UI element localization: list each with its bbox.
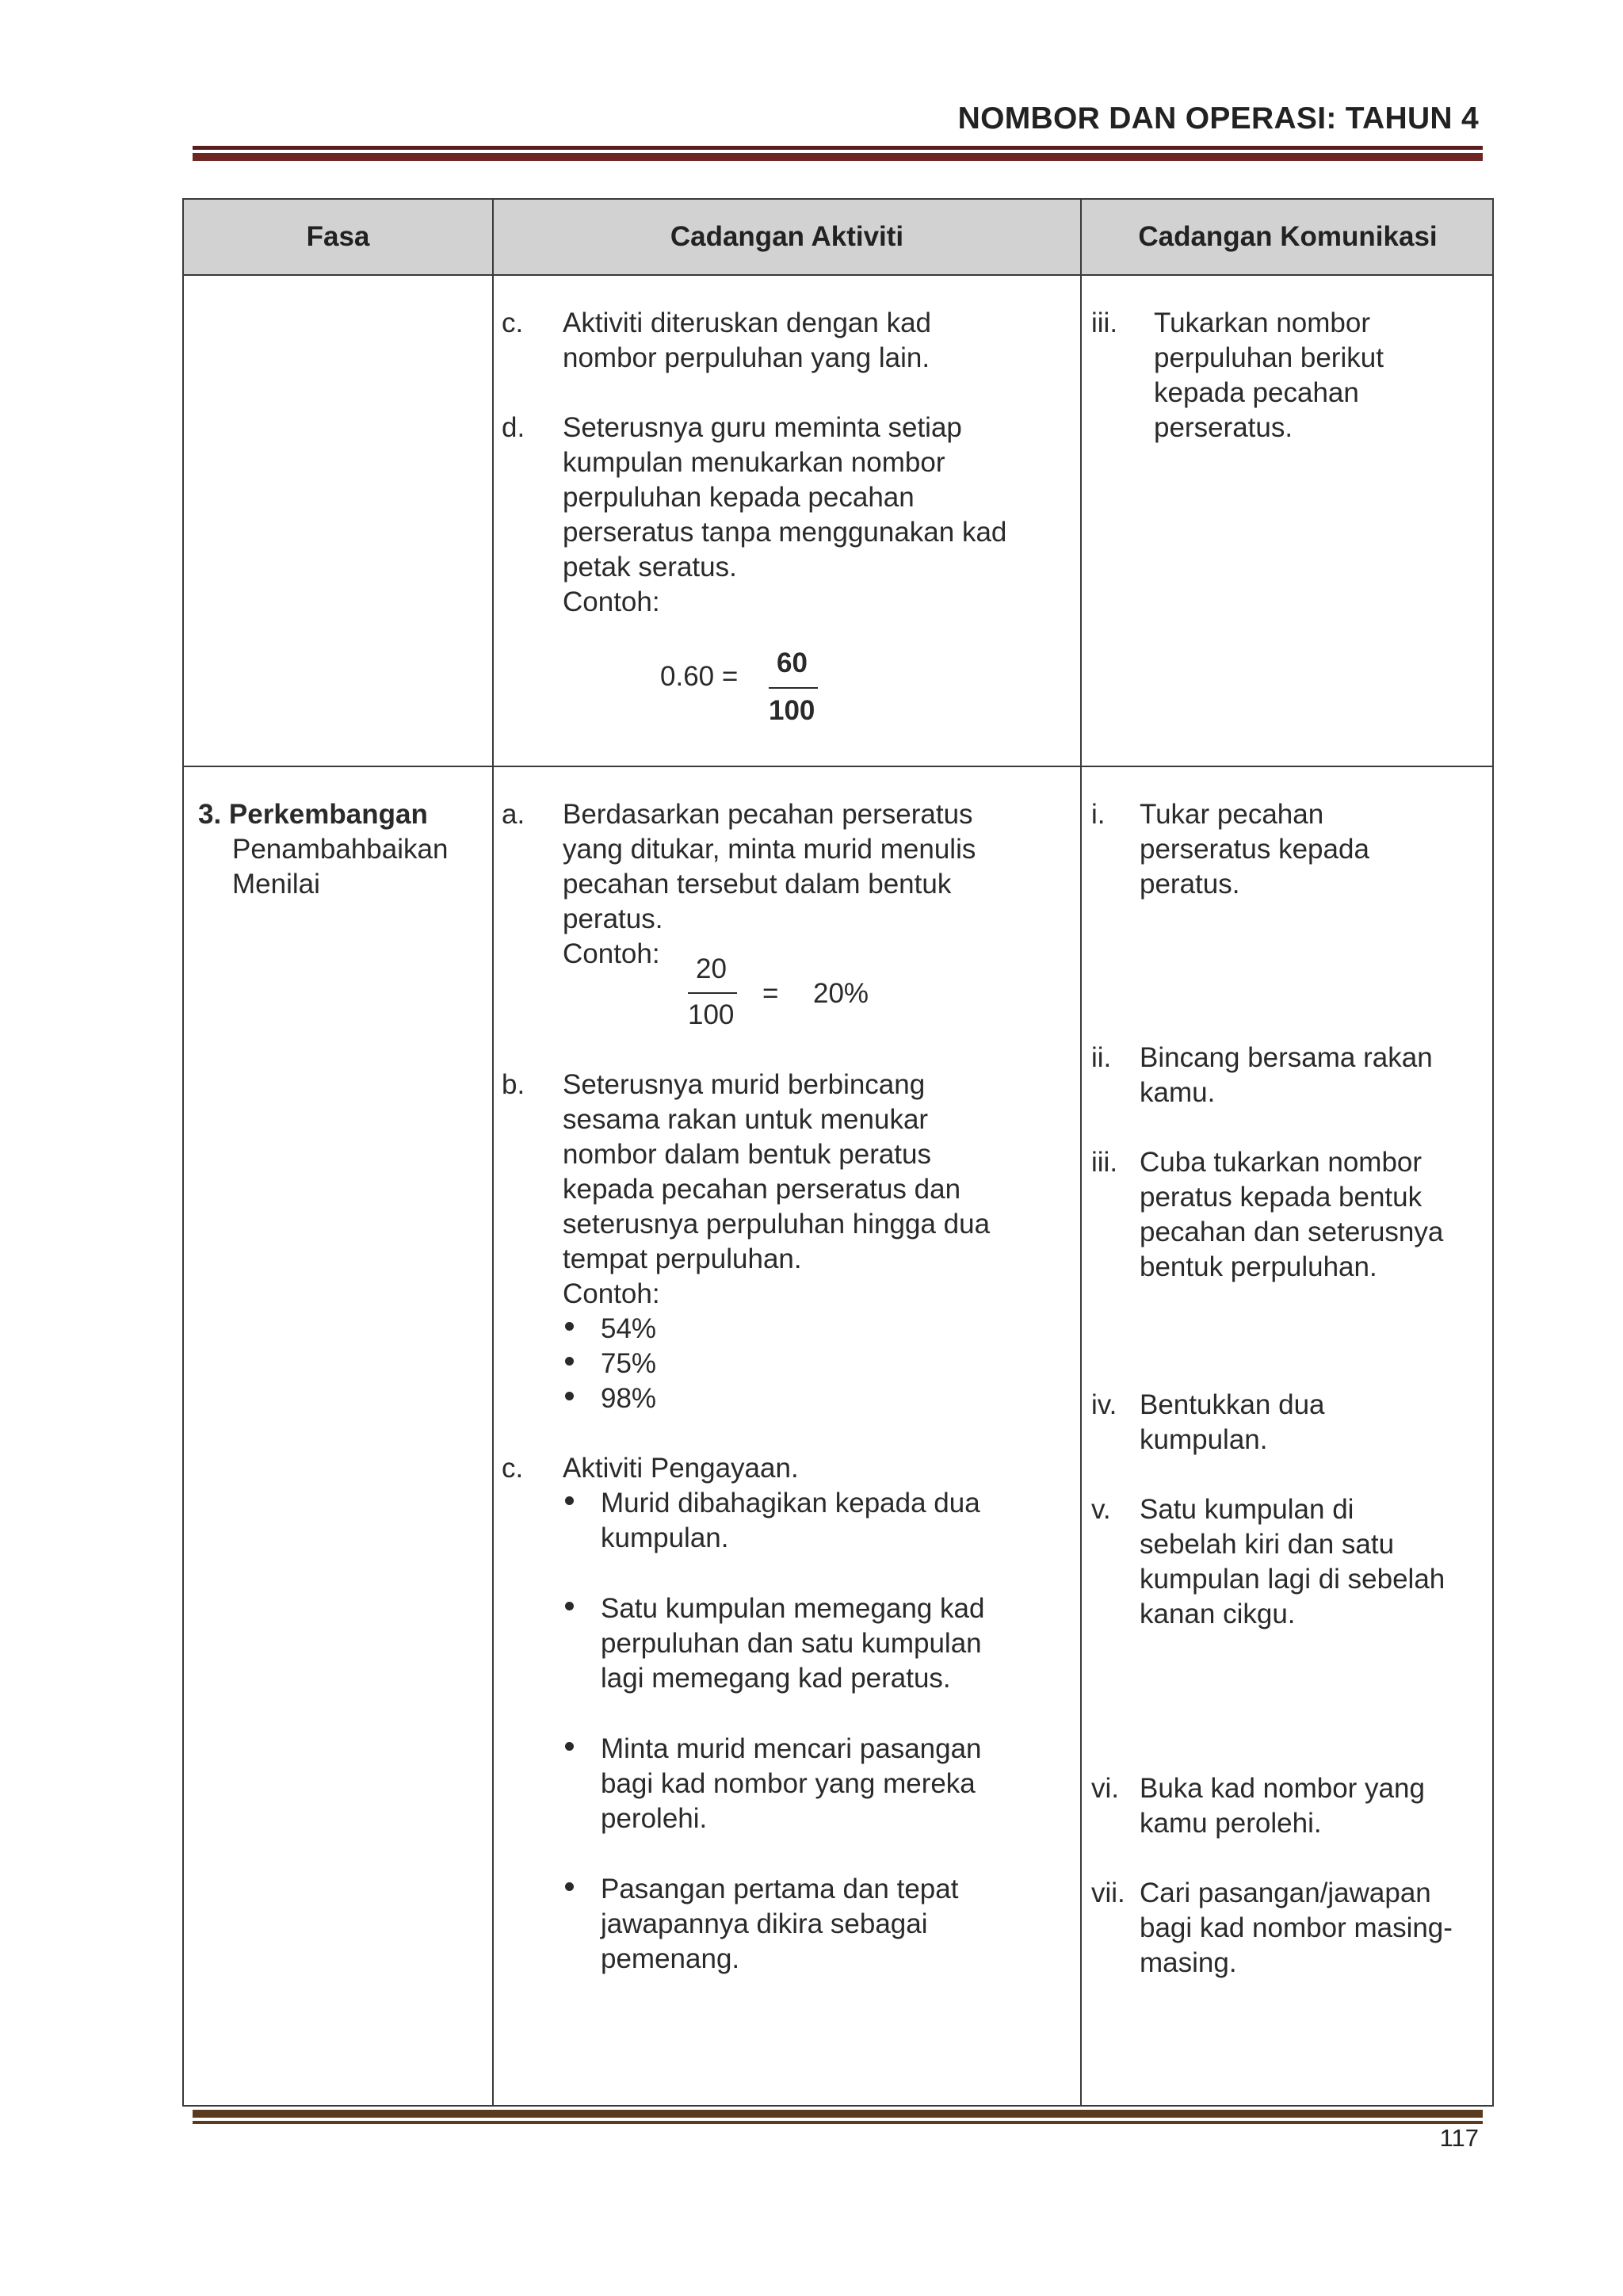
list-marker: vii. [1091,1878,1125,1908]
text-line: nombor perpuluhan yang lain. [563,342,930,373]
text-line: sesama rakan untuk menukar [563,1104,929,1135]
bullet-icon [565,1392,574,1400]
text-line: Contoh: [563,586,660,617]
bullet-icon [565,1602,574,1610]
page-number: 117 [1439,2124,1479,2152]
list-marker: c. [502,308,524,338]
fraction-denominator: 100 [769,695,815,726]
fraction-denominator: 100 [688,999,735,1030]
list-marker: v. [1091,1494,1111,1525]
row-divider [184,274,1492,276]
text-line: seterusnya perpuluhan hingga dua [563,1209,991,1240]
bullet-icon [565,1742,574,1751]
list-marker: ii. [1091,1042,1112,1073]
text-line: Aktiviti diteruskan dengan kad [563,308,931,338]
list-marker: iv. [1091,1389,1117,1420]
text-line: tempat perpuluhan. [563,1244,802,1274]
bullet-text: lagi memegang kad peratus. [601,1663,951,1694]
text-line: nombor dalam bentuk peratus [563,1139,931,1170]
bullet-text: jawapannya dikira sebagai [601,1908,928,1939]
text-line: Cari pasangan/jawapan [1140,1878,1431,1908]
text-line: Bentukkan dua [1140,1389,1325,1420]
text-line: pecahan tersebut dalam bentuk [563,869,952,900]
text-line: Satu kumpulan di [1140,1494,1354,1525]
text-line: kumpulan lagi di sebelah [1140,1564,1445,1595]
text-line: peratus kepada bentuk [1140,1182,1423,1213]
text-line: perseratus tanpa menggunakan kad [563,517,1007,548]
bullet-text: pemenang. [601,1943,740,1974]
text-line: Tukarkan nombor [1154,308,1370,338]
text-line: peratus. [563,904,663,934]
text-line: kamu. [1140,1077,1216,1108]
bullet-icon [565,1882,574,1891]
text-line: Seterusnya murid berbincang [563,1069,926,1100]
header-cadangan-komunikasi: Cadangan Komunikasi [1138,221,1438,252]
text-line: pecahan dan seterusnya [1140,1217,1444,1247]
bullet-icon [565,1496,574,1505]
text-line: kumpulan menukarkan nombor [563,447,945,478]
fraction-numerator: 20 [696,953,727,984]
text-line: kanan cikgu. [1140,1599,1296,1629]
equals-sign: = [762,978,779,1009]
list-marker: b. [502,1069,525,1100]
text-line: yang ditukar, minta murid menulis [563,834,976,865]
text-line: peratus. [1140,869,1240,900]
text-line: petak seratus. [563,552,737,583]
text-line: kamu perolehi. [1140,1808,1322,1839]
text-line: kepada pecahan [1154,377,1359,408]
fraction-bar [769,687,818,689]
text-line: Cuba tukarkan nombor [1140,1147,1423,1178]
list-marker: i. [1091,799,1106,830]
text-line: perseratus kepada [1140,834,1369,865]
text-line: kepada pecahan perseratus dan [563,1174,961,1205]
fraction-numerator: 60 [777,648,808,678]
bullet-text: Satu kumpulan memegang kad [601,1593,985,1624]
text-line: Tukar pecahan [1140,799,1324,830]
text-line: perpuluhan berikut [1154,342,1384,373]
bullet-text: bagi kad nombor yang mereka [601,1768,976,1799]
bullet-text: 98% [601,1383,657,1414]
row-divider [184,766,1492,767]
bullet-icon [565,1357,574,1366]
list-marker: iii. [1091,308,1118,338]
bullet-text: perolehi. [601,1803,708,1834]
text-line: bentuk perpuluhan. [1140,1251,1377,1282]
example-result: 20% [813,978,869,1009]
text-line: Bincang bersama rakan [1140,1042,1433,1073]
text-line: perpuluhan kepada pecahan [563,482,915,513]
column-divider [1080,200,1082,2105]
text-line: sebelah kiri dan satu [1140,1529,1395,1560]
text-line: bagi kad nombor masing- [1140,1912,1453,1943]
phase-subtitle: Menilai [232,869,320,900]
footer-rule-thin [193,2121,1483,2124]
text-line: Contoh: [563,938,660,969]
list-marker: d. [502,412,525,443]
footer-rule-thick [193,2110,1483,2118]
example-lhs: 0.60 = [660,661,739,692]
bullet-text: 54% [601,1313,657,1344]
text-line: Berdasarkan pecahan perseratus [563,799,973,830]
fraction-bar [688,992,737,994]
text-line: kumpulan. [1140,1424,1268,1455]
activity-table [182,198,1494,2107]
bullet-text: perpuluhan dan satu kumpulan [601,1628,982,1659]
text-line: masing. [1140,1947,1237,1978]
phase-subtitle: Penambahbaikan [232,834,449,865]
phase-title: 3. Perkembangan [198,799,428,830]
table-header [184,200,1492,274]
text-line: Contoh: [563,1278,660,1309]
text-line: Aktiviti Pengayaan. [563,1453,799,1484]
bullet-text: Pasangan pertama dan tepat [601,1874,959,1904]
text-line: Seterusnya guru meminta setiap [563,412,962,443]
column-divider [492,200,494,2105]
bullet-icon [565,1322,574,1331]
list-marker: a. [502,799,525,830]
header-rule-thin [193,146,1483,150]
text-line: perseratus. [1154,412,1293,443]
list-marker: c. [502,1453,524,1484]
bullet-text: Minta murid mencari pasangan [601,1733,982,1764]
header-rule-thick [193,153,1483,161]
list-marker: iii. [1091,1147,1118,1178]
list-marker: vi. [1091,1773,1119,1804]
header-fasa: Fasa [306,221,370,252]
bullet-text: kumpulan. [601,1522,729,1553]
text-line: Buka kad nombor yang [1140,1773,1425,1804]
header-cadangan-aktiviti: Cadangan Aktiviti [670,221,904,252]
bullet-text: Murid dibahagikan kepada dua [601,1488,980,1519]
page-title: NOMBOR DAN OPERASI: TAHUN 4 [957,101,1479,136]
bullet-text: 75% [601,1348,657,1379]
